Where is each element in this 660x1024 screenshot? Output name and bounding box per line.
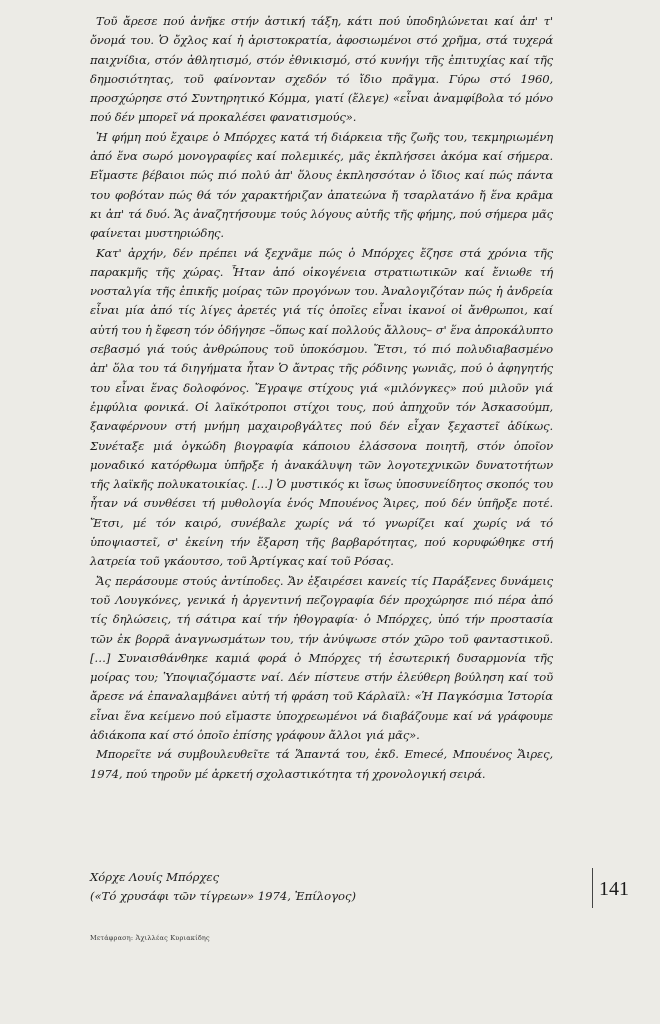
translator-credit: Μετάφραση: Ἀχιλλέας Κυριακίδης [90,934,210,942]
paragraph: Τοῦ ἄρεσε πού ἀνῆκε στήν ἀστική τάξη, κάτι πού ὑποδηλώνεται καί ἀπ' τ' ὄνομά του. Ὁ ὄχλος καί ἡ ἀριστοκρατία, ἀφοσιωμένοι στό χρῆμα, στά τυχερά παιχνίδια, στόν ἀθλητισμό, στόν ἐθνικισμό, στό κυνήγι τῆς ἐπιτυχίας καί τῆς δημοσιότητας, τοῦ φαίνονταν σχεδόν τό ἴδιο πρᾶγμα. Γύρω στό 1960, προσχώρησε στό Συντηρητικό Κόμμα, γιατί (ἔλεγε) «εἶναι ἀναμφίβολα τό μόνο πού δέν μπορεῖ νά προκαλέσει φανατισμούς». [90,14,553,125]
body-text [90,12,553,784]
paragraph: Κατ' ἀρχήν, δέν πρέπει νά ξεχνᾶμε πώς ὁ Μπόρχες ἔζησε στά χρόνια τῆς παρακμῆς τῆς χώρας. Ἦταν ἀπό οἰκογένεια στρατιωτικῶν καί ἔνιωθε τή νοσταλγία τῆς ἐπικῆς μοίρας τῶν προγόνων του. Ἀναλογιζόταν πώς ἡ ἀνδρεία εἶναι μία ἀπό τίς λίγες ἀρετές γιά τίς ὁποῖες εἶναι ἱκανοί οἱ ἄνθρωποι, καί αὐτή του ἡ ἔφεση τόν ὁδήγησε –ὅπως καί πολλούς ἄλλους– σ' ἕνα ἀπροκάλυπτο σεβασμό γιά τούς ἀνθρώπους τοῦ ὑποκόσμου. Ἔτσι, τό πιό πολυδιαβασμένο ἀπ' ὅλα του τά διηγήματα ἦταν Ὁ ἄντρας τῆς ρόδινης γωνιᾶς, πού ὁ ἀφηγητής του εἶναι ἕνας δολοφόνος. Ἔγραψε στίχους γιά «μιλόνγκες» πού μιλοῦν γιά ἐμφύλια φονικά. Οἱ λαϊκότροποι στίχοι τους, πού ἀπηχοῦν τόν Ἀσκασούμπ, ξαναφέρνουν στή μνήμη μαχαιροβγάλτες πού δέν εἶχαν ξεχαστεῖ ἀδίκως. Συνέταξε μιά ὀγκώδη βιογραφία κάποιου ἐλάσσονα ποιητῆ, στόν ὁποῖον μοναδικό κατόρθωμα ὑπῆρξε ἡ ἀνακάλυψη τῶν λογοτεχνικῶν δυνατοτήτων τῆς λαϊκῆς πολυκατοικίας. […] Ὁ μυστικός κι ἴσως ὑποσυνείδητος σκοπός του ἦταν νά συνθέσει τή μυθολογία ἑνός Μπουένος Ἄιρες, πού δέν ὑπῆρξε ποτέ. Ἔτσι, μέ τόν καιρό, συνέβαλε χωρίς νά τό γνωρίζει καί χωρίς νά τό ὑποψιαστεῖ, σ' ἐκείνη τήν ἔξαρση τῆς βαρβαρότητας, πού κορυφώθηκε στή λατρεία τοῦ γκάουτσο, τοῦ Ἀρτίγκας καί τοῦ Ρόσας. [90,245,553,569]
page-number-divider [592,868,593,908]
paragraph: Ἄς περάσουμε στούς ἀντίποδες. Ἄν ἐξαιρέσει κανείς τίς Παράξενες δυνάμεις τοῦ Λουγκόνες, γενικά ἡ ἀργεντινή πεζογραφία δέν προχώρησε πιό πέρα ἀπό τίς δηλώσεις, τή σάτιρα καί τήν ἠθογραφία· ὁ Μπόρχες, ὑπό τήν προστασία τῶν ἐκ βορρᾶ ἀναγνωσμάτων του, τήν ἀνύψωσε στόν χῶρο τοῦ φανταστικοῦ. […] Συναισθάνθηκε καμιά φορά ὁ Μπόρχες τή ἐσωτερική δυσαρμονία τῆς μοίρας του; Ὑποψιαζόμαστε ναί. Δέν πίστευε στήν ἐλεύθερη βούληση καί τοῦ ἄρεσε νά ἐπαναλαμβάνει αὐτή τή φράση τοῦ Κάρλαϊλ: «Ἡ Παγκόσμια Ἱστορία εἶναι ἕνα κείμενο πού εἴμαστε ὑποχρεωμένοι νά διαβάζουμε καί νά γράφουμε ἀδιάκοπα καί στό ὁποῖο ἐπίσης γράφουν ἄλλοι γιά μᾶς». [90,573,553,742]
signature-block [90,868,356,906]
paragraph: Ἡ φήμη πού ἔχαιρε ὁ Μπόρχες κατά τή διάρκεια τῆς ζωῆς του, τεκμηριωμένη ἀπό ἕνα σωρό μονογραφίες καί πολεμικές, μᾶς ἐκπλήσσει ἀκόμα καί σήμερα. Εἴμαστε βέβαιοι πώς πιό πολύ ἀπ' ὅλους ἐκπλησσόταν ὁ ἴδιος καί πώς πάντα του φοβόταν πώς θά τόν χαρακτήριζαν ἀπατεώνα ἤ τσαρλατάνο ἤ ἕνα κρᾶμα κι ἀπ' τά δυό. Ἄς ἀναζητήσουμε τούς λόγους αὐτῆς τῆς φήμης, πού σήμερα μᾶς φαίνεται μυστηριώδης. [90,129,553,241]
source-citation: («Τό χρυσάφι τῶν τίγρεων» 1974, Ἐπίλογος) [90,889,356,903]
author-name: Χόρχε Λουίς Μπόρχες [90,870,220,884]
page-number: 141 [599,878,629,900]
paragraph: Μπορεῖτε νά συμβουλευθεῖτε τά Ἅπαντά του, ἐκδ. Emecé, Μπουένος Ἄιρες, 1974, πού τηροῦν μέ ἀρκετή σχολαστικότητα τή χρονολογική σειρά. [90,747,553,781]
